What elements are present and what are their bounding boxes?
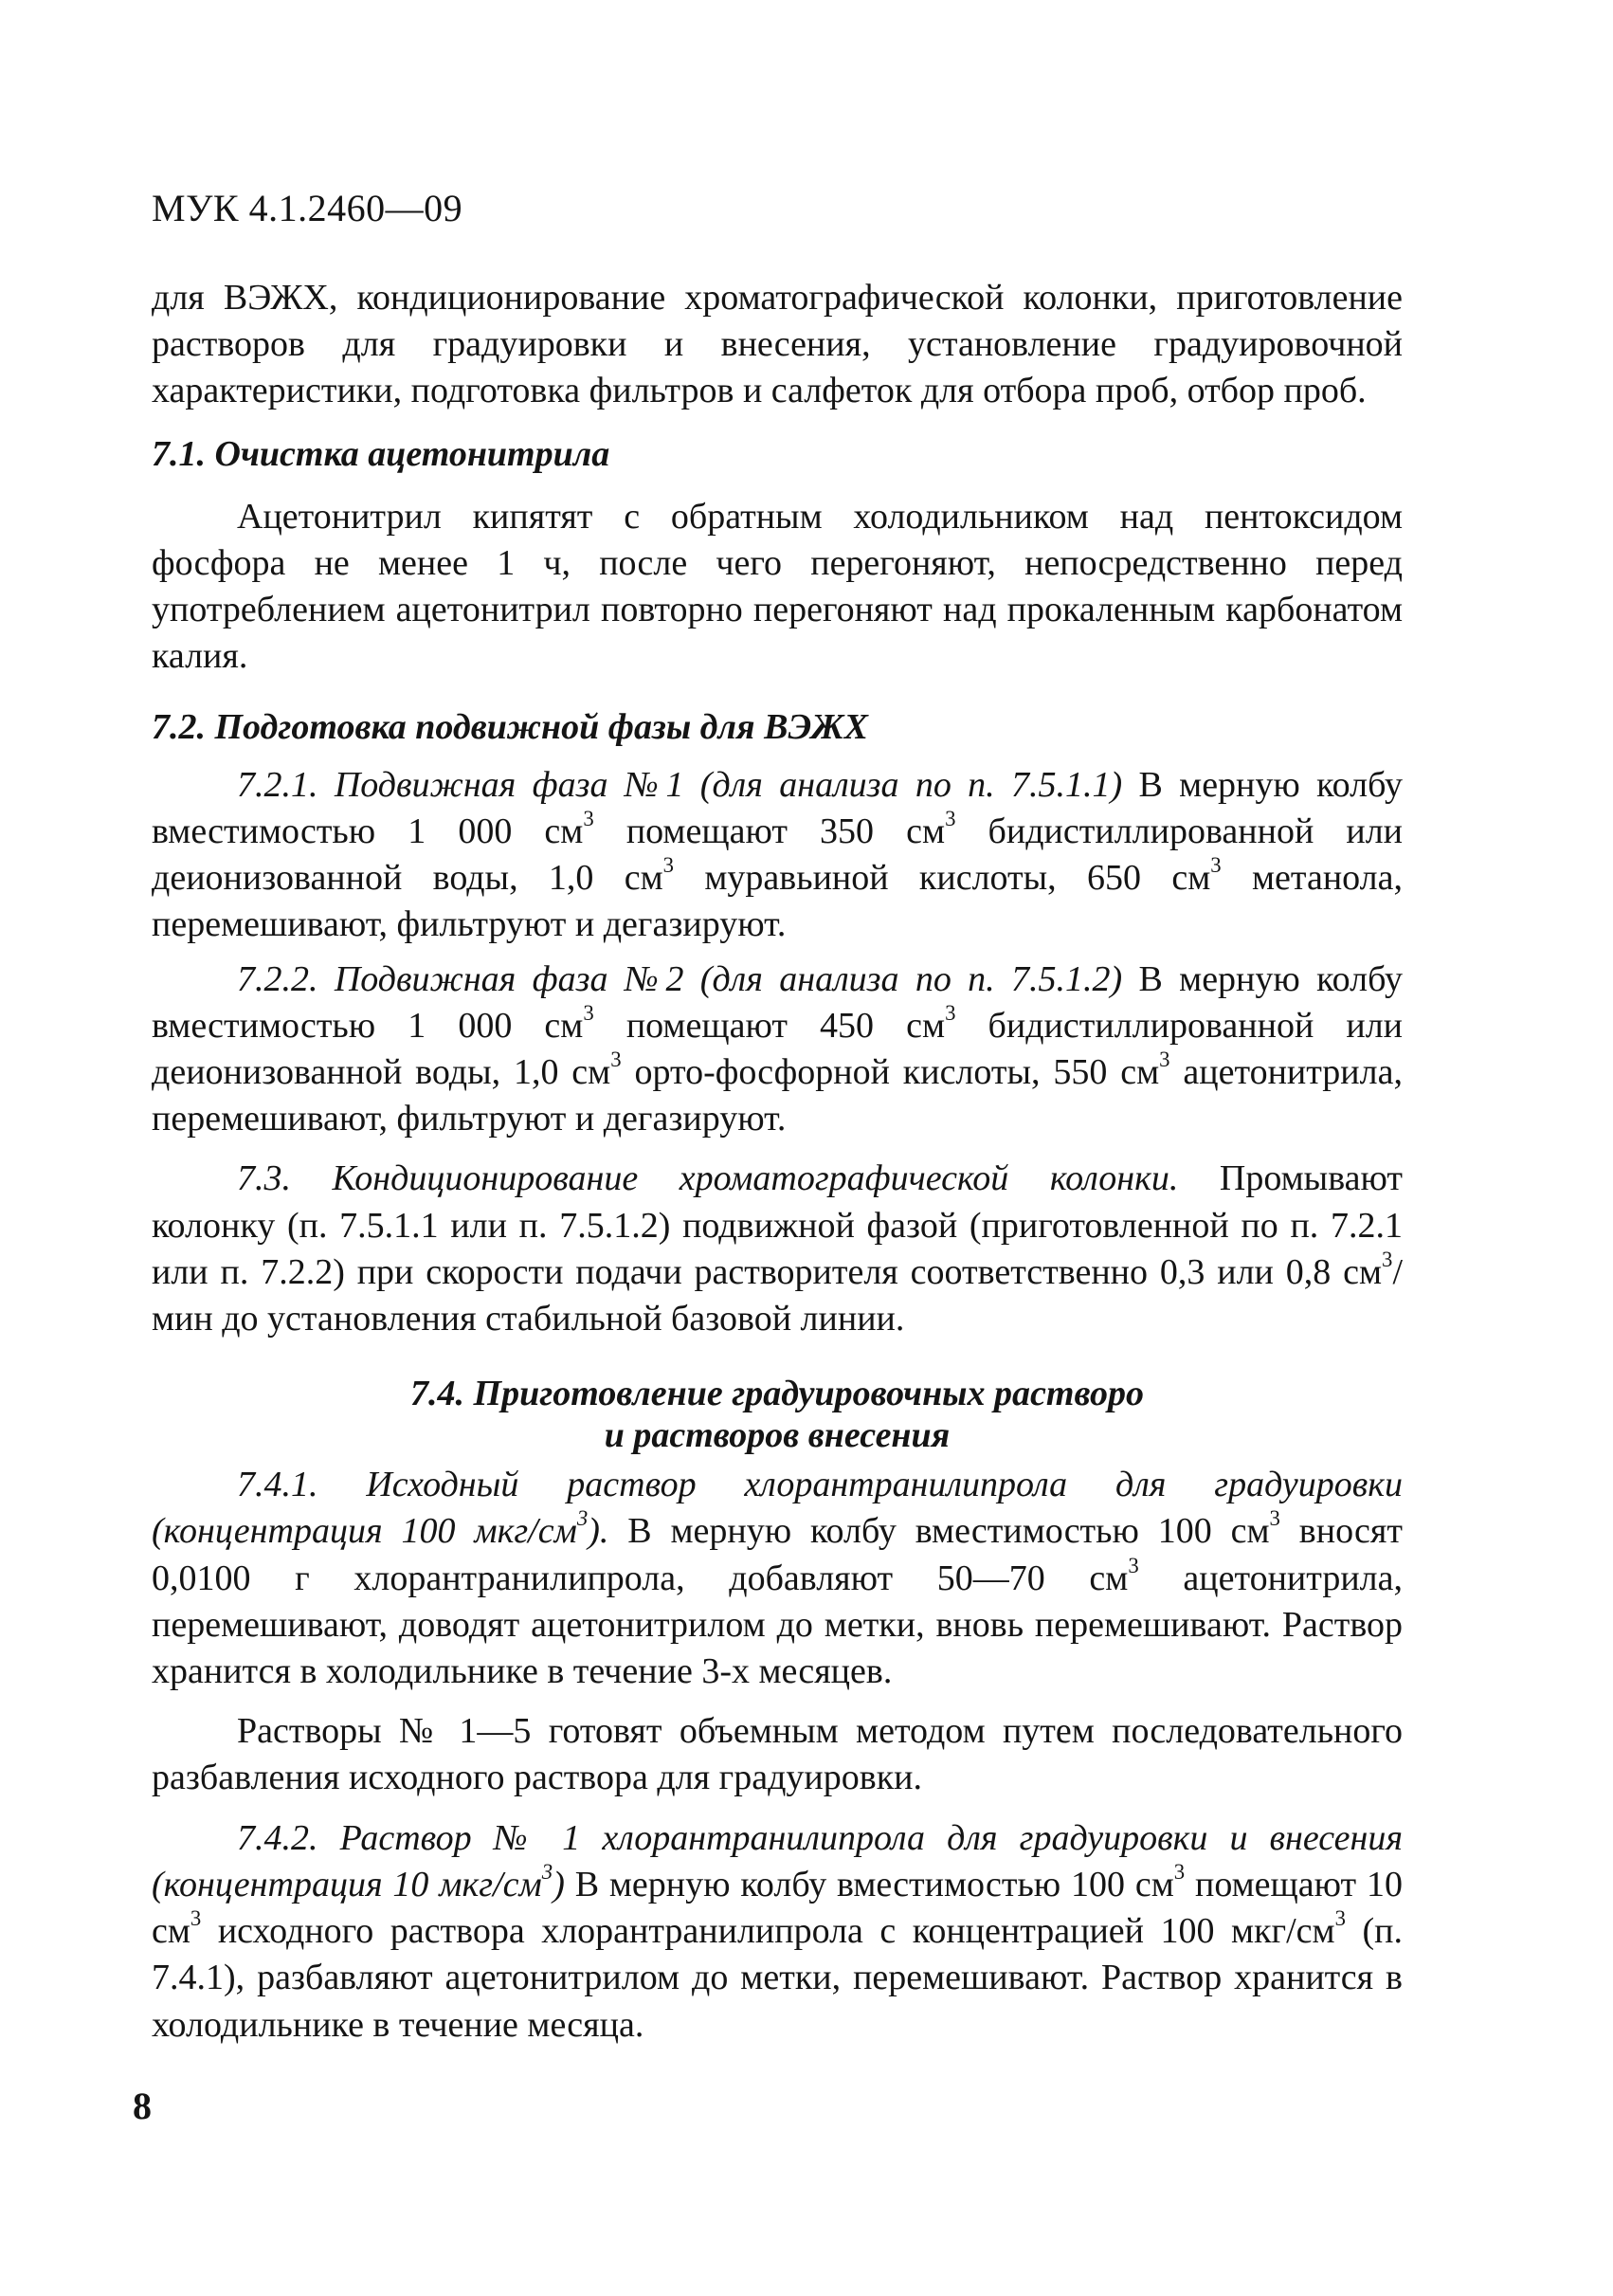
superscript-3: 3	[1382, 1247, 1393, 1271]
superscript-3: 3	[1269, 1506, 1280, 1531]
text-run: В мерную колбу вместимостью 1 000 см	[152, 764, 1403, 852]
superscript-3: 3	[583, 1000, 594, 1025]
superscript-3: 3	[1128, 1553, 1139, 1577]
superscript-3: 3	[1210, 853, 1222, 877]
text-run: В мерную колбу вместимостью 100 см	[564, 1864, 1174, 1904]
section-7-4-2-paragraph	[152, 1815, 1403, 2049]
text-run: вносят 0,0100 г хлорантранилипрола, добавляют 50—70 см	[152, 1511, 1403, 1598]
text-run: 7.4.2. Раствор № 1 хлорантранилипрола для градуировки и внесения (концентрация 10 мкг/см	[152, 1817, 1403, 1904]
text-run: )	[553, 1864, 565, 1904]
text-run: бидистиллированной или деионизованной воды, 1,0 см	[152, 811, 1404, 899]
text-run: орто-фосфорной кислоты, 550 см	[621, 1052, 1160, 1093]
superscript-3: 3	[190, 1905, 202, 1930]
text-run: метанола, перемешивают, фильтруют и дегазируют.	[152, 858, 1403, 945]
text-run: помещают 450 см	[593, 1005, 946, 1046]
superscript-3: 3	[945, 806, 956, 830]
superscript-3: 3	[576, 1506, 589, 1531]
intro-paragraph: для ВЭЖХ, кондиционирование хроматографической колонки, приготовление растворов для градуировки и внесения, установление градуировочной характеристики, подготовка фильтров и салфеток для отбора проб, отбор проб.	[152, 278, 1403, 411]
text-run: исходного раствора хлорантранилипрола с концентрацией 100 мкг/см	[201, 1911, 1335, 1952]
section-7-3-paragraph	[152, 1156, 1403, 1342]
section-7-4-1-paragraph	[152, 1462, 1403, 1695]
text-run: (п. 7.4.1), разбавляют ацетонитрилом до метки, перемешивают. Раствор хранится в холодильнике в течение месяца.	[152, 1911, 1403, 2045]
superscript-3: 3	[1334, 1905, 1346, 1930]
solutions-preparation-paragraph: Растворы № 1—5 готовят объемным методом путем последовательного разбавления исходного раствора для градуировки.	[152, 1711, 1403, 1798]
text-run: ацетонитрила, перемешивают, фильтруют и дегазируют.	[152, 1052, 1403, 1139]
section-7-4-title-line-2: и растворов внесения	[604, 1415, 951, 1456]
superscript-3: 3	[583, 806, 594, 830]
section-7-2-1-paragraph	[152, 762, 1403, 949]
section-7-2-2-paragraph	[152, 957, 1403, 1143]
section-7-1-text: Ацетонитрил кипятят с обратным холодильником над пентоксидом фосфора не менее 1 ч, после чего перегоняют, непосредственно перед употреблением ацетонитрил повторно перегоняют над прокаленным карбонатом калия.	[152, 496, 1403, 677]
text-run: муравьиной кислоты, 650 см	[674, 858, 1211, 899]
superscript-3: 3	[1159, 1047, 1170, 1071]
section-7-3-heading: 7.3. Кондиционирование хроматографической колонки.	[237, 1158, 1179, 1199]
text-run: помещают 10 см	[152, 1864, 1403, 1952]
text-run: бидистиллированной или деионизованной воды, 1,0 см	[152, 1005, 1404, 1093]
section-7-2-1-heading: 7.2.1. Подвижная фаза №1 (для анализа по п. 7.5.1.1)	[237, 764, 1123, 805]
section-7-2-2-heading: 7.2.2. Подвижная фаза №2 (для анализа по п. 7.5.1.2)	[237, 958, 1123, 999]
section-7-1-title: 7.1. Очистка ацетонитрила	[152, 433, 610, 474]
text-run: В мерную колбу вместимостью 100 см	[608, 1511, 1270, 1552]
text-run: Промывают колонку (п. 7.5.1.1 или п. 7.5.1.2) подвижной фазой (приготовленной по п. 7.2.1 или п. 7.2.2) при скорости подачи растворителя соответственно 0,3 или 0,8 см	[152, 1158, 1403, 1292]
section-7-4-title	[152, 1373, 1403, 1456]
text-run: ).	[588, 1511, 609, 1552]
text-run: ацетонитрила, перемешивают, доводят ацетонитрилом до метки, вновь перемешивают. Раствор хранится в холодильнике в течение 3-х месяцев.	[152, 1558, 1403, 1692]
superscript-3: 3	[662, 853, 675, 877]
page-number: 8	[133, 2085, 152, 2127]
superscript-3: 3	[541, 1859, 553, 1884]
document-body	[152, 275, 1403, 2049]
superscript-3: 3	[610, 1047, 622, 1071]
superscript-3: 3	[945, 1000, 956, 1025]
document-code-header: МУК 4.1.2460—09	[152, 187, 463, 229]
text-run: 7.4.1. Исходный раствор хлорантранилипрола для градуировки (концентрация 100 мкг/см	[152, 1465, 1403, 1552]
section-7-4-title-line-1: 7.4. Приготовление градуировочных растворо	[410, 1374, 1144, 1414]
text-run: помещают 350 см	[593, 811, 946, 852]
text-run: /мин до установления стабильной базовой линии.	[152, 1251, 1403, 1339]
section-7-2-title: 7.2. Подготовка подвижной фазы для ВЭЖХ	[152, 706, 868, 747]
text-run: В мерную колбу вместимостью 1 000 см	[152, 958, 1403, 1046]
superscript-3: 3	[1173, 1859, 1186, 1884]
